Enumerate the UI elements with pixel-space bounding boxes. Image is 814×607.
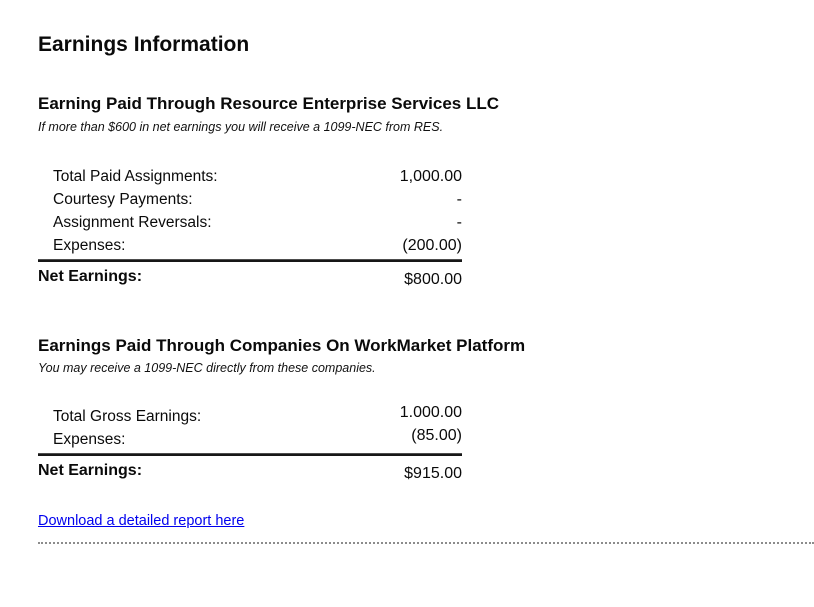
row-value: (85.00) [411,427,462,445]
download-report-link[interactable]: Download a detailed report here [38,512,245,529]
wm-section-heading: Earnings Paid Through Companies On WorkMarket Platform [38,335,526,355]
total-label: Net Earnings: [38,267,143,285]
table-row [38,189,462,212]
net-earnings-total-row [38,262,462,290]
row-label: Expenses: [53,431,126,449]
wm-earnings-table [38,406,462,484]
table-row [38,235,462,258]
row-value: 1,000.00 [399,168,462,186]
wm-section-note: You may receive a 1099-NEC directly from these companies. [38,360,376,375]
row-label: Courtesy Payments: [53,191,193,209]
row-label: Total Gross Earnings: [53,408,202,426]
table-row [38,429,462,452]
table-row [38,212,462,235]
row-value: - [456,214,462,232]
row-label: Expenses: [53,237,126,255]
dotted-divider [38,542,814,544]
row-label: Assignment Reversals: [53,214,212,232]
total-label: Net Earnings: [38,461,143,479]
row-value: (200.00) [402,237,462,255]
res-section-note: If more than $600 in net earnings you will receive a 1099-NEC from RES. [38,119,444,134]
page-title: Earnings Information [38,33,250,56]
total-value: $915.00 [404,464,462,482]
net-earnings-total-row [38,456,462,484]
res-earnings-table [38,166,462,290]
section-workmarket-earnings [38,336,814,484]
section-res-earnings [38,94,814,289]
table-row [38,166,462,189]
row-value: - [456,191,462,209]
row-value: 1.000.00 [399,404,462,422]
row-label: Total Paid Assignments: [53,168,218,186]
table-row [38,406,462,429]
total-value: $800.00 [404,270,462,288]
res-section-heading: Earning Paid Through Resource Enterprise Services LLC [38,94,500,114]
